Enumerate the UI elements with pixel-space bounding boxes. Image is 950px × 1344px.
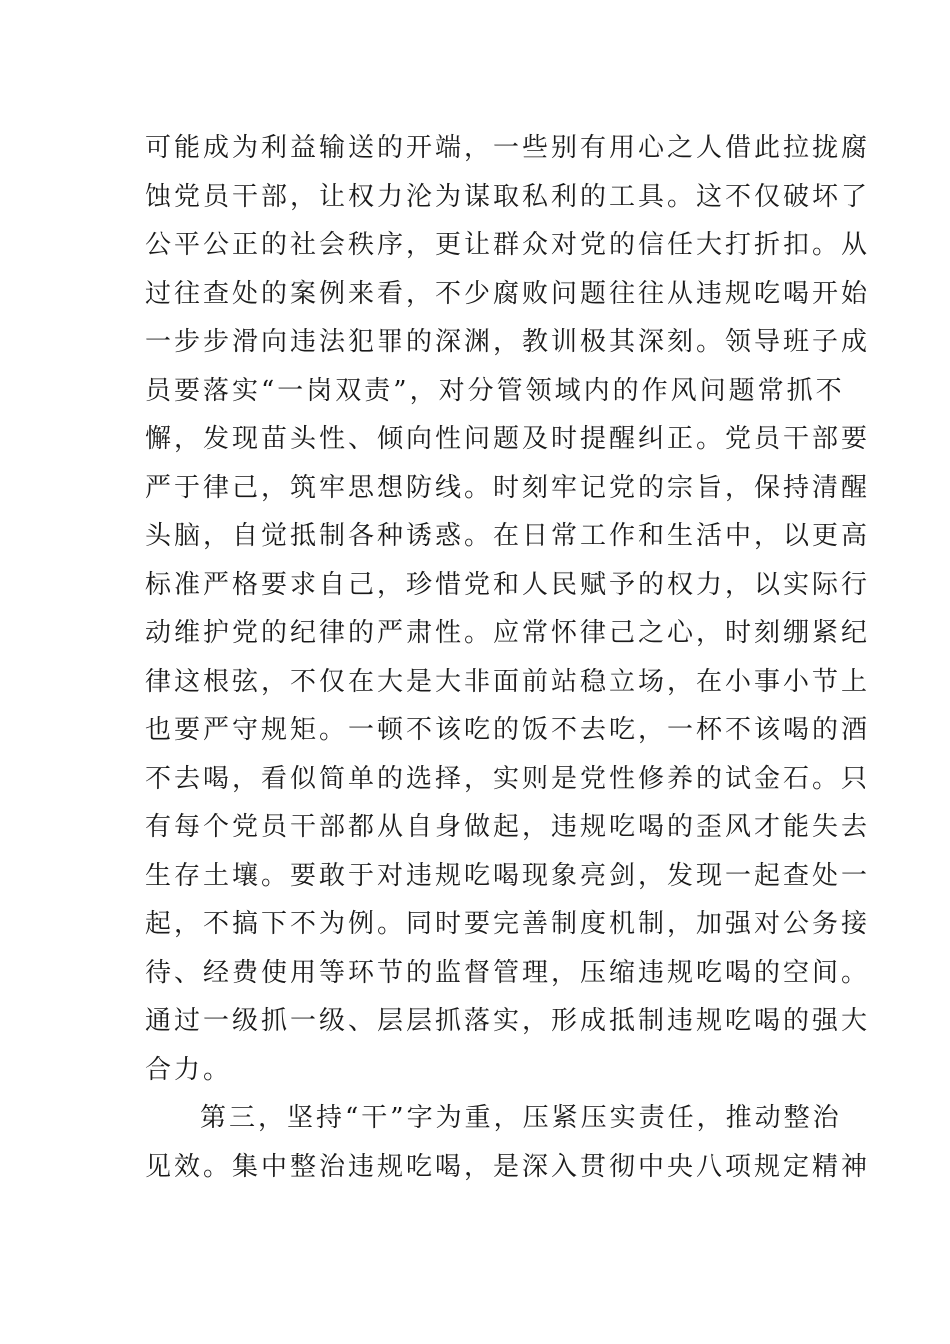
text-line: 律这根弦，不仅在大是大非面前站稳立场，在小事小节上 [145,666,871,697]
text-line: 起，不搞下不为例。同时要完善制度机制，加强对公务接 [145,909,871,939]
text-line: 生存土壤。要敢于对违规吃喝现象亮剑，发现一起查处一 [145,860,871,891]
text-line: 头脑，自觉抵制各种诱惑。在日常工作和生活中，以更高 [145,521,871,551]
text-line: 严于律己，筑牢思想防线。时刻牢记党的宗旨，保持清醒 [145,472,871,503]
text-line: 可能成为利益输送的开端，一些别有用心之人借此拉拢腐 [145,133,871,163]
text-line: 不去喝，看似简单的选择，实则是党性修养的试金石。只 [145,763,871,794]
text-line: 标准严格要求自己，珍惜党和人民赋予的权力，以实际行 [145,569,871,600]
text-line: 待、经费使用等环节的监督管理，压缩违规吃喝的空间。 [145,957,871,988]
text-line: 有每个党员干部都从自身做起，违规吃喝的歪风才能失去 [145,812,871,842]
text-line: 动维护党的纪律的严肃性。应常怀律己之心，时刻绷紧纪 [145,618,871,648]
text-line: 合力。 [145,1054,233,1085]
text-line: 一步步滑向违法犯罪的深渊，教训极其深刻。领导班子成 [145,327,871,357]
text-line: 蚀党员干部，让权力沦为谋取私利的工具。这不仅破坏了 [145,181,871,212]
text-line: 员要落实“一岗双责”，对分管领域内的作风问题常抓不 [145,375,845,406]
text-line: 公平公正的社会秩序，更让群众对党的信任大打折扣。从 [145,230,871,260]
paragraph-start-line: 第三，坚持“干”字为重，压紧压实责任，推动整治 [200,1103,842,1133]
text-line: 通过一级抓一级、层层抓落实，形成抵制违规吃喝的强大 [145,1006,871,1036]
text-line: 见效。集中整治违规吃喝，是深入贯彻中央八项规定精神 [145,1151,871,1182]
body-text [145,124,871,1191]
text-line: 过往查处的案例来看，不少腐败问题往往从违规吃喝开始 [145,278,871,309]
text-line: 懈，发现苗头性、倾向性问题及时提醒纠正。党员干部要 [145,424,871,454]
text-line: 也要严守规矩。一顿不该吃的饭不去吃，一杯不该喝的酒 [145,715,871,745]
